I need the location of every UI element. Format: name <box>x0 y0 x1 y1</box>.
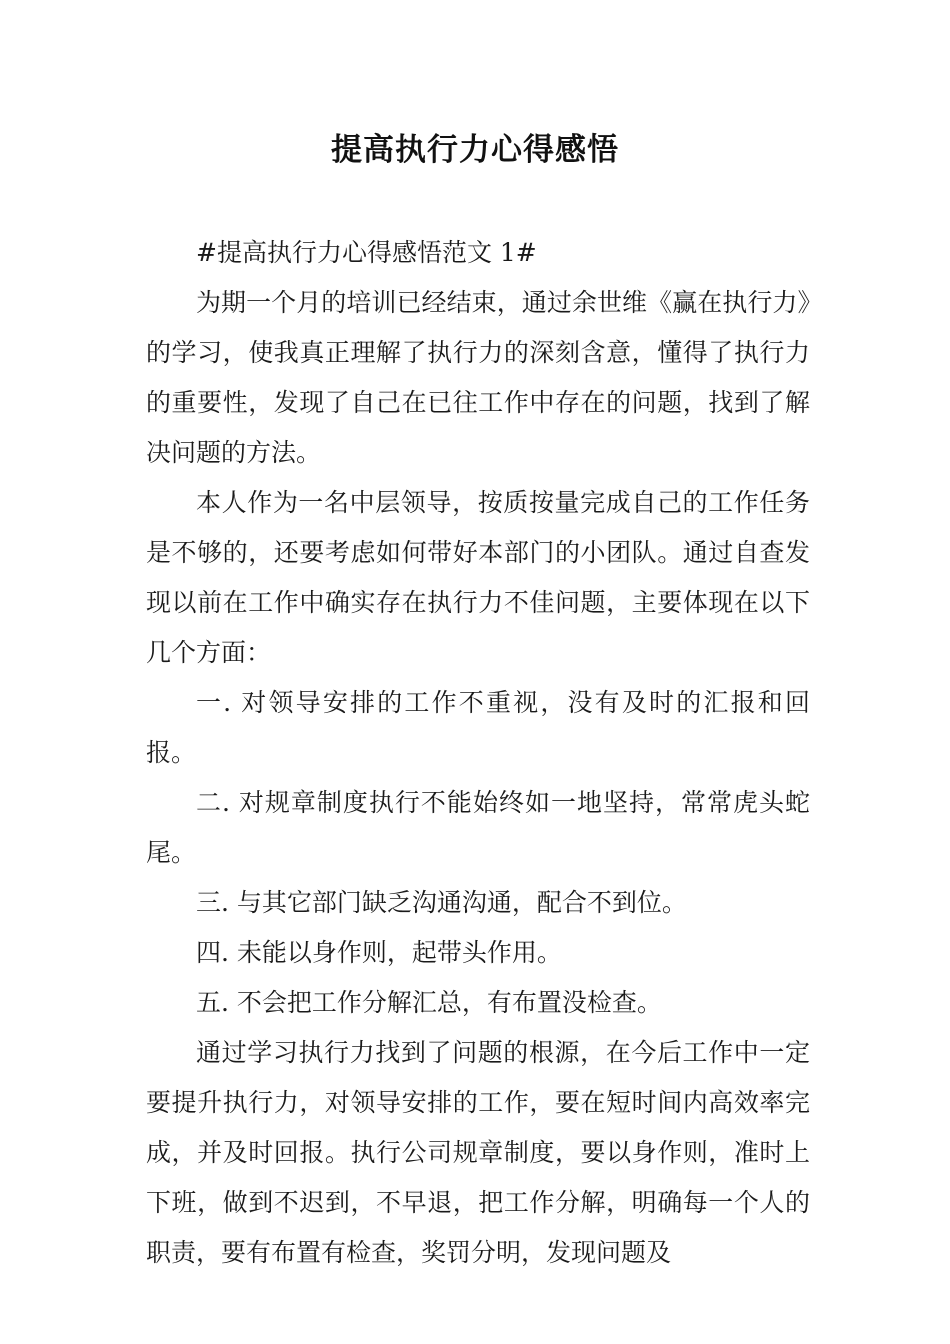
body-paragraph: 本人作为一名中层领导，按质按量完成自己的工作任务是不够的，还要考虑如何带好本部门的小团队。通过自查发现以前在工作中确实存在执行力不佳问题，主要体现在以下几个方面： <box>146 488 810 667</box>
list-item: 三. 与其它部门缺乏沟通沟通，配合不到位。 <box>196 888 687 917</box>
list-item: 五. 不会把工作分解汇总，有布置没检查。 <box>196 988 662 1017</box>
body-paragraph: 为期一个月的培训已经结束，通过余世维《赢在执行力》的学习，使我真正理解了执行力的深刻含意，懂得了执行力的重要性，发现了自己在已往工作中存在的问题，找到了解决问题的方法。 <box>146 288 810 467</box>
section-heading: #提高执行力心得感悟范文 1# <box>196 238 537 267</box>
document-body <box>146 228 810 1278</box>
list-item: 四. 未能以身作则，起带头作用。 <box>196 938 562 967</box>
list-item: 一. 对领导安排的工作不重视，没有及时的汇报和回报。 <box>146 688 810 767</box>
list-item: 二. 对规章制度执行不能始终如一地坚持，常常虎头蛇尾。 <box>146 788 810 867</box>
document-title: 提高执行力心得感悟 <box>331 132 619 168</box>
body-paragraph: 通过学习执行力找到了问题的根源，在今后工作中一定要提升执行力，对领导安排的工作，要在短时间内高效率完成，并及时回报。执行公司规章制度，要以身作则，准时上下班，做到不迟到，不早退，把工作分解，明确每一个人的职责，要有布置有检查，奖罚分明，发现问题及 <box>146 1038 810 1267</box>
